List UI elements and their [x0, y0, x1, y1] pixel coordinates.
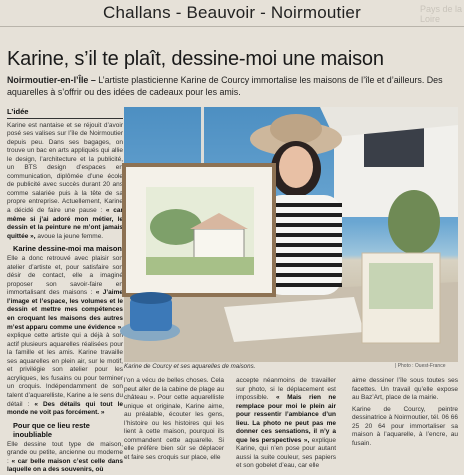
contact-info: Karine de Courcy, peintre dessinatrice à Noirmoutier, tél. 06 66 25 20 64 pour immortaliser sa maison à l’aquarelle, à l’encre, au fusain. — [352, 405, 458, 447]
photo-credit: | Photo : Ouest-France — [395, 363, 446, 369]
idee-label: L’idée — [7, 108, 123, 119]
sidebar-text: explique cette artiste qui a déjà à son actif plusieurs aquarelles réalisées pour la famille et les amis. Karine travaille ses aquarelles en plein air, sur le motif, et privilégie son atelier pour les acryliques, les fusains ou pour terminer un croquis. Indépendamment de son talent d’aquarelliste, Karine a le sens du détail : — [7, 332, 123, 408]
article-column-1 — [124, 377, 224, 460]
article-photo — [124, 107, 458, 362]
sidebar-subhead: Pour que ce lieu reste inoubliable — [13, 420, 90, 439]
article-lede — [7, 74, 459, 98]
sidebar-text: Elle a donc retrouvé avec plaisir son atelier d’artiste et, pour satisfaire son désir de contact, elle a imaginé proposer son savoir-faire en immortalisant des maisons : — [7, 255, 123, 297]
sidebar-subhead: Karine dessine-moi ma maison — [13, 244, 122, 254]
idee-sidebar — [7, 107, 123, 474]
column-paragraph — [236, 377, 336, 471]
column-text: accepte néanmoins de travailler sur photo, si le déplacement est impossible. — [236, 377, 336, 401]
photo-caption: Karine de Courcy et ses aquarelles de maisons. — [124, 363, 256, 370]
lede-text: L’artiste plasticienne Karine de Courcy immortalise les maisons de l’île et d’ailleurs. Des aquarelles à s’offrir ou des idées de cadeaux pour les amis. — [7, 75, 443, 97]
column-quote: « Mais rien ne remplace pour moi le plein air pour ressentir l’ambiance d’un lieu. La photo ne peut pas me donner ces sensations, il n’y a que les perspectives », — [236, 394, 336, 444]
column-text: aime dessiner l’île sous toutes ses facettes. Un travail qu’elle expose au Baz’Art, place de la mairie. — [352, 377, 458, 401]
article-column-3 — [352, 377, 458, 460]
sidebar-quote: « Des détails qui tout le monde ne voit pas forcément. » — [7, 400, 123, 417]
column-text: l’on a vécu de belles choses. Cela peut aller de la cabine de plage au château ». Pour cette aquarelliste unique et originale, Karine aime, au préalable, écouter les gens, l’histoire ou les histoires qui les lient à cette maison, pourquoi ils commandent cette aquarelle. Si elle préfère bien sûr se déplacer et faire ses croquis sur place, elle — [124, 377, 224, 461]
bleed-through-text: Pays de la Loire — [420, 4, 463, 24]
plant — [388, 190, 440, 254]
sidebar-paragraph — [7, 122, 123, 242]
sidebar-quote: « J’aime l’image et l’espace, les volumes et le dessin et mettre mes compétences en croquant les maisons des autres m’est apparu comme une évidence », — [7, 289, 123, 331]
photo-illustration — [124, 107, 458, 362]
sun-hat-crown — [270, 114, 322, 144]
sidebar-text: Karine est nantaise et se réjouit d’avoir posé ses valises sur l’île de Noirmoutier depuis peu. Dans ses bagages, on trouve un bac en arts appliqués qui allie le design, l’architecture et la publicité, un BTS design d’espaces en communication, diplômée d’une école de publicité avec succès durant 20 ans comme salariée puis à la tête de sa propre entreprise. Actuellement, Karine a décidé de faire une pause : — [7, 121, 123, 215]
sidebar-text: Elle dessine tout type de maison, grande ou petite, ancienne ou moderne : — [7, 440, 123, 465]
sidebar-text: avoue la jeune femme. — [35, 232, 104, 240]
sidebar-quote: « car belle maison c’est celle dans laquelle on a des souvenirs, où — [7, 457, 123, 474]
face — [279, 146, 313, 188]
painted-house — [194, 229, 244, 259]
postcard-image — [369, 263, 433, 309]
column-text: explique Karine, qui n’en pose pour autant aussi la suite couleur, ses papiers et son gobelet d’eau, car elle — [236, 436, 336, 469]
article-headline: Karine, s’il te plaît, dessine-moi une maison — [7, 48, 384, 70]
sidebar-paragraph — [7, 255, 123, 417]
painted-grass — [146, 257, 254, 275]
lede-place: Noirmoutier-en-l’Île – — [7, 75, 96, 85]
sidebar-paragraph — [7, 441, 123, 475]
section-header — [0, 0, 464, 27]
cup-rim — [130, 292, 172, 304]
article-column-2 — [236, 377, 336, 469]
section-title: Challans - Beauvoir - Noirmoutier — [103, 3, 361, 22]
sidebar-quote: « car même si j’ai adoré mon métier, le dessin et la peinture ne m’ont jamais quittée », — [7, 207, 123, 240]
